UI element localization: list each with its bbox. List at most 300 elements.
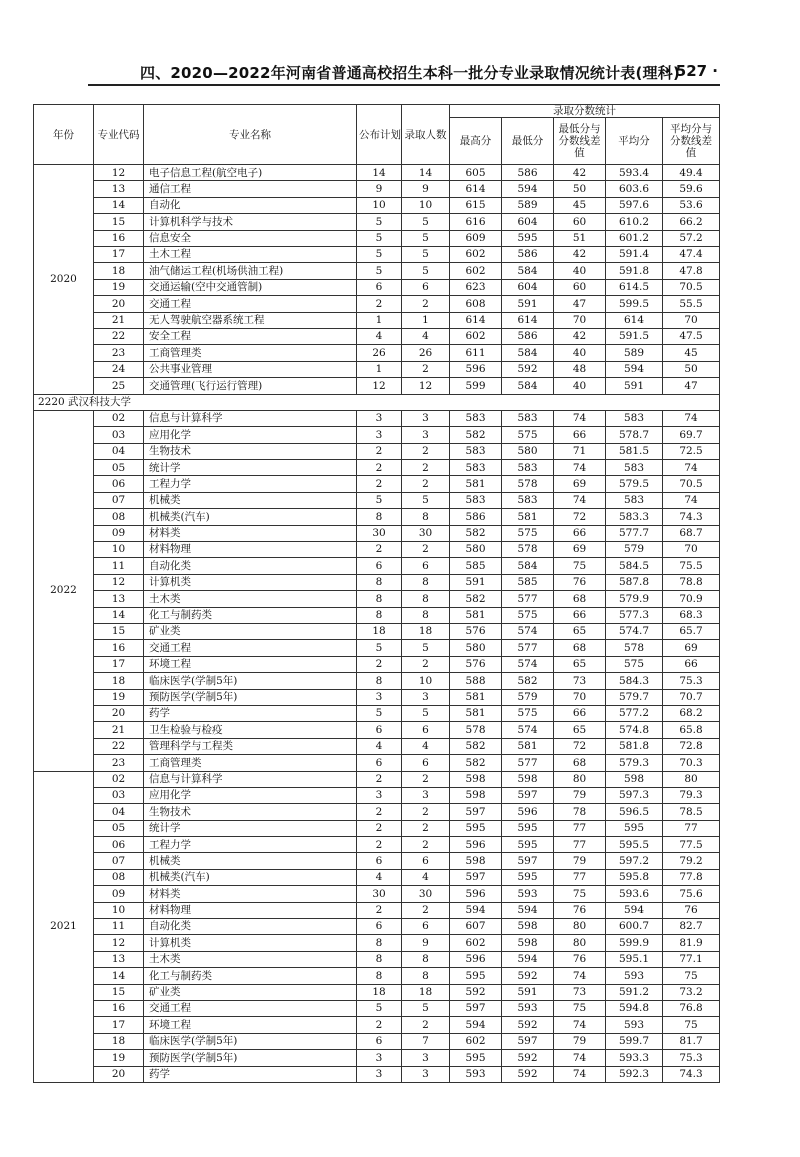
min-cell: 592 <box>502 1017 554 1033</box>
avg-diff-cell: 68.2 <box>663 705 720 721</box>
admitted-cell: 6 <box>402 722 450 738</box>
plan-cell: 3 <box>357 787 402 803</box>
col-code-header: 专业代码 <box>94 105 144 165</box>
min-diff-cell: 72 <box>554 509 606 525</box>
table-row <box>34 869 720 885</box>
table-row <box>34 755 720 771</box>
min-diff-cell: 73 <box>554 673 606 689</box>
avg-diff-cell: 50 <box>663 361 720 377</box>
min-diff-cell: 45 <box>554 197 606 213</box>
major-cell: 交通工程 <box>144 296 357 312</box>
min-cell: 595 <box>502 869 554 885</box>
major-cell: 信息与计算科学 <box>144 771 357 787</box>
max-cell: 596 <box>450 886 502 902</box>
code-cell: 04 <box>94 804 144 820</box>
max-cell: 597 <box>450 804 502 820</box>
max-cell: 581 <box>450 476 502 492</box>
major-cell: 临床医学(学制5年) <box>144 673 357 689</box>
admitted-cell: 2 <box>402 443 450 459</box>
max-cell: 608 <box>450 296 502 312</box>
min-diff-cell: 60 <box>554 279 606 295</box>
major-cell: 环境工程 <box>144 656 357 672</box>
avg-diff-cell: 70.5 <box>663 476 720 492</box>
min-cell: 575 <box>502 525 554 541</box>
avg-cell: 577.3 <box>606 607 663 623</box>
min-diff-cell: 72 <box>554 738 606 754</box>
min-cell: 584 <box>502 263 554 279</box>
max-cell: 581 <box>450 705 502 721</box>
code-cell: 19 <box>94 1050 144 1066</box>
min-cell: 582 <box>502 673 554 689</box>
avg-diff-cell: 81.9 <box>663 935 720 951</box>
min-cell: 574 <box>502 656 554 672</box>
min-cell: 575 <box>502 705 554 721</box>
avg-diff-cell: 77 <box>663 820 720 836</box>
plan-cell: 8 <box>357 574 402 590</box>
code-cell: 08 <box>94 869 144 885</box>
major-cell: 机械类 <box>144 492 357 508</box>
admitted-cell: 8 <box>402 968 450 984</box>
min-cell: 594 <box>502 181 554 197</box>
min-cell: 575 <box>502 607 554 623</box>
min-diff-cell: 68 <box>554 755 606 771</box>
avg-diff-cell: 72.5 <box>663 443 720 459</box>
max-cell: 611 <box>450 345 502 361</box>
code-cell: 02 <box>94 771 144 787</box>
major-cell: 机械类(汽车) <box>144 869 357 885</box>
avg-diff-cell: 55.5 <box>663 296 720 312</box>
min-diff-cell: 69 <box>554 476 606 492</box>
avg-cell: 591 <box>606 378 663 394</box>
min-diff-cell: 50 <box>554 181 606 197</box>
min-diff-cell: 42 <box>554 165 606 181</box>
min-diff-cell: 73 <box>554 984 606 1000</box>
plan-cell: 3 <box>357 689 402 705</box>
code-cell: 13 <box>94 951 144 967</box>
admitted-cell: 3 <box>402 1050 450 1066</box>
avg-cell: 587.8 <box>606 574 663 590</box>
avg-diff-cell: 74 <box>663 460 720 476</box>
min-cell: 581 <box>502 509 554 525</box>
min-diff-cell: 66 <box>554 607 606 623</box>
admitted-cell: 5 <box>402 247 450 263</box>
admitted-cell: 2 <box>402 460 450 476</box>
major-cell: 计算机科学与技术 <box>144 214 357 230</box>
min-diff-cell: 40 <box>554 378 606 394</box>
admitted-cell: 2 <box>402 296 450 312</box>
avg-diff-cell: 74 <box>663 410 720 426</box>
plan-cell: 1 <box>357 361 402 377</box>
table-row <box>34 492 720 508</box>
major-cell: 矿业类 <box>144 984 357 1000</box>
admitted-cell: 2 <box>402 804 450 820</box>
table-row <box>34 1066 720 1082</box>
plan-cell: 2 <box>357 476 402 492</box>
admitted-cell: 5 <box>402 1000 450 1016</box>
avg-cell: 595.8 <box>606 869 663 885</box>
max-cell: 585 <box>450 558 502 574</box>
avg-cell: 597.2 <box>606 853 663 869</box>
max-cell: 581 <box>450 689 502 705</box>
avg-diff-cell: 68.3 <box>663 607 720 623</box>
avg-diff-cell: 75.6 <box>663 886 720 902</box>
min-cell: 586 <box>502 247 554 263</box>
avg-diff-cell: 77.5 <box>663 837 720 853</box>
max-cell: 597 <box>450 869 502 885</box>
avg-diff-cell: 78.8 <box>663 574 720 590</box>
col-admitted-header: 录取人数 <box>402 105 450 165</box>
avg-cell: 610.2 <box>606 214 663 230</box>
code-cell: 14 <box>94 607 144 623</box>
avg-cell: 593 <box>606 1017 663 1033</box>
min-cell: 596 <box>502 804 554 820</box>
min-diff-cell: 66 <box>554 427 606 443</box>
page-title: 四、2020—2022年河南省普通高校招生本科一批分专业录取情况统计表(理科) <box>140 64 681 82</box>
plan-cell: 8 <box>357 968 402 984</box>
avg-cell: 589 <box>606 345 663 361</box>
avg-diff-cell: 79.3 <box>663 787 720 803</box>
admitted-cell: 3 <box>402 410 450 426</box>
admitted-cell: 3 <box>402 427 450 443</box>
plan-cell: 9 <box>357 181 402 197</box>
max-cell: 595 <box>450 1050 502 1066</box>
col-year-header: 年份 <box>34 105 94 165</box>
min-diff-cell: 75 <box>554 558 606 574</box>
code-cell: 22 <box>94 328 144 344</box>
avg-diff-cell: 70.7 <box>663 689 720 705</box>
code-cell: 15 <box>94 214 144 230</box>
avg-diff-cell: 80 <box>663 771 720 787</box>
admitted-cell: 5 <box>402 492 450 508</box>
code-cell: 20 <box>94 705 144 721</box>
col-min-header: 最低分 <box>502 118 554 165</box>
plan-cell: 2 <box>357 542 402 558</box>
min-cell: 591 <box>502 984 554 1000</box>
major-cell: 油气储运工程(机场供油工程) <box>144 263 357 279</box>
plan-cell: 18 <box>357 984 402 1000</box>
major-cell: 材料类 <box>144 886 357 902</box>
table-row <box>34 312 720 328</box>
table-row <box>34 361 720 377</box>
min-cell: 593 <box>502 1000 554 1016</box>
major-cell: 土木类 <box>144 951 357 967</box>
major-cell: 工商管理类 <box>144 755 357 771</box>
admitted-cell: 5 <box>402 263 450 279</box>
admitted-cell: 30 <box>402 525 450 541</box>
code-cell: 18 <box>94 673 144 689</box>
admitted-cell: 5 <box>402 230 450 246</box>
code-cell: 20 <box>94 296 144 312</box>
min-cell: 578 <box>502 542 554 558</box>
min-diff-cell: 65 <box>554 624 606 640</box>
plan-cell: 5 <box>357 214 402 230</box>
major-cell: 管理科学与工程类 <box>144 738 357 754</box>
admitted-cell: 30 <box>402 886 450 902</box>
min-cell: 614 <box>502 312 554 328</box>
avg-cell: 593.3 <box>606 1050 663 1066</box>
plan-cell: 5 <box>357 492 402 508</box>
plan-cell: 2 <box>357 296 402 312</box>
max-cell: 582 <box>450 591 502 607</box>
major-cell: 材料物理 <box>144 902 357 918</box>
avg-cell: 579.9 <box>606 591 663 607</box>
min-diff-cell: 68 <box>554 640 606 656</box>
table-row <box>34 263 720 279</box>
major-cell: 材料物理 <box>144 542 357 558</box>
code-cell: 12 <box>94 574 144 590</box>
admitted-cell: 10 <box>402 673 450 689</box>
max-cell: 596 <box>450 951 502 967</box>
year-cell: 2022 <box>34 410 94 771</box>
max-cell: 583 <box>450 460 502 476</box>
admitted-cell: 8 <box>402 509 450 525</box>
admitted-cell: 6 <box>402 279 450 295</box>
avg-cell: 597.6 <box>606 197 663 213</box>
min-diff-cell: 79 <box>554 853 606 869</box>
avg-cell: 599.7 <box>606 1033 663 1049</box>
avg-diff-cell: 59.6 <box>663 181 720 197</box>
min-diff-cell: 48 <box>554 361 606 377</box>
max-cell: 592 <box>450 984 502 1000</box>
table-row <box>34 558 720 574</box>
min-diff-cell: 47 <box>554 296 606 312</box>
max-cell: 582 <box>450 427 502 443</box>
min-cell: 598 <box>502 919 554 935</box>
code-cell: 24 <box>94 361 144 377</box>
table-row <box>34 427 720 443</box>
code-cell: 12 <box>94 935 144 951</box>
plan-cell: 5 <box>357 247 402 263</box>
major-cell: 计算机类 <box>144 935 357 951</box>
min-cell: 583 <box>502 410 554 426</box>
code-cell: 05 <box>94 460 144 476</box>
min-cell: 597 <box>502 853 554 869</box>
major-cell: 统计学 <box>144 820 357 836</box>
avg-cell: 600.7 <box>606 919 663 935</box>
avg-diff-cell: 77.8 <box>663 869 720 885</box>
max-cell: 623 <box>450 279 502 295</box>
max-cell: 597 <box>450 1000 502 1016</box>
max-cell: 586 <box>450 509 502 525</box>
max-cell: 614 <box>450 181 502 197</box>
avg-cell: 601.2 <box>606 230 663 246</box>
avg-cell: 614.5 <box>606 279 663 295</box>
col-avg-diff-header: 平均分与分数线差值 <box>663 118 720 165</box>
code-cell: 06 <box>94 837 144 853</box>
major-cell: 无人驾驶航空器系统工程 <box>144 312 357 328</box>
avg-cell: 594 <box>606 902 663 918</box>
major-cell: 交通管理(飞行运行管理) <box>144 378 357 394</box>
max-cell: 580 <box>450 640 502 656</box>
plan-cell: 2 <box>357 443 402 459</box>
avg-cell: 574.8 <box>606 722 663 738</box>
admitted-cell: 14 <box>402 165 450 181</box>
min-diff-cell: 76 <box>554 951 606 967</box>
major-cell: 交通工程 <box>144 640 357 656</box>
avg-diff-cell: 72.8 <box>663 738 720 754</box>
max-cell: 595 <box>450 968 502 984</box>
min-cell: 592 <box>502 1050 554 1066</box>
max-cell: 593 <box>450 1066 502 1082</box>
plan-cell: 3 <box>357 1066 402 1082</box>
avg-diff-cell: 74.3 <box>663 1066 720 1082</box>
admitted-cell: 6 <box>402 558 450 574</box>
avg-diff-cell: 79.2 <box>663 853 720 869</box>
admitted-cell: 1 <box>402 312 450 328</box>
min-diff-cell: 74 <box>554 492 606 508</box>
table-row <box>34 902 720 918</box>
code-cell: 16 <box>94 1000 144 1016</box>
avg-cell: 597.3 <box>606 787 663 803</box>
min-cell: 592 <box>502 361 554 377</box>
max-cell: 614 <box>450 312 502 328</box>
avg-cell: 592.3 <box>606 1066 663 1082</box>
max-cell: 605 <box>450 165 502 181</box>
max-cell: 583 <box>450 410 502 426</box>
admitted-cell: 2 <box>402 361 450 377</box>
major-cell: 信息与计算科学 <box>144 410 357 426</box>
avg-cell: 579.7 <box>606 689 663 705</box>
major-cell: 药学 <box>144 1066 357 1082</box>
min-diff-cell: 68 <box>554 591 606 607</box>
admitted-cell: 3 <box>402 689 450 705</box>
min-diff-cell: 76 <box>554 902 606 918</box>
min-cell: 579 <box>502 689 554 705</box>
code-cell: 23 <box>94 345 144 361</box>
major-cell: 交通工程 <box>144 1000 357 1016</box>
avg-cell: 583.3 <box>606 509 663 525</box>
code-cell: 16 <box>94 230 144 246</box>
plan-cell: 6 <box>357 558 402 574</box>
max-cell: 598 <box>450 853 502 869</box>
code-cell: 11 <box>94 558 144 574</box>
table-row <box>34 181 720 197</box>
code-cell: 08 <box>94 509 144 525</box>
max-cell: 583 <box>450 443 502 459</box>
avg-diff-cell: 75.3 <box>663 1050 720 1066</box>
table-row <box>34 165 720 181</box>
avg-diff-cell: 70.3 <box>663 755 720 771</box>
major-cell: 预防医学(学制5年) <box>144 689 357 705</box>
avg-diff-cell: 53.6 <box>663 197 720 213</box>
col-major-header: 专业名称 <box>144 105 357 165</box>
avg-cell: 577.2 <box>606 705 663 721</box>
code-cell: 20 <box>94 1066 144 1082</box>
max-cell: 602 <box>450 263 502 279</box>
plan-cell: 6 <box>357 279 402 295</box>
table-row <box>34 591 720 607</box>
code-cell: 17 <box>94 656 144 672</box>
major-cell: 预防医学(学制5年) <box>144 1050 357 1066</box>
code-cell: 21 <box>94 722 144 738</box>
min-diff-cell: 69 <box>554 542 606 558</box>
plan-cell: 2 <box>357 771 402 787</box>
table-row <box>34 574 720 590</box>
admitted-cell: 26 <box>402 345 450 361</box>
admitted-cell: 4 <box>402 328 450 344</box>
avg-cell: 596.5 <box>606 804 663 820</box>
min-cell: 577 <box>502 755 554 771</box>
min-diff-cell: 80 <box>554 919 606 935</box>
table-header <box>34 105 720 165</box>
major-cell: 交通运输(空中交通管制) <box>144 279 357 295</box>
avg-cell: 579 <box>606 542 663 558</box>
min-cell: 581 <box>502 738 554 754</box>
admitted-cell: 18 <box>402 624 450 640</box>
code-cell: 23 <box>94 755 144 771</box>
table-row <box>34 787 720 803</box>
avg-cell: 581.8 <box>606 738 663 754</box>
avg-diff-cell: 76.8 <box>663 1000 720 1016</box>
plan-cell: 5 <box>357 1000 402 1016</box>
avg-diff-cell: 47.4 <box>663 247 720 263</box>
major-cell: 通信工程 <box>144 181 357 197</box>
avg-diff-cell: 65.8 <box>663 722 720 738</box>
major-cell: 卫生检验与检疫 <box>144 722 357 738</box>
avg-diff-cell: 75 <box>663 968 720 984</box>
avg-cell: 593.4 <box>606 165 663 181</box>
max-cell: 582 <box>450 525 502 541</box>
admitted-cell: 8 <box>402 591 450 607</box>
code-cell: 22 <box>94 738 144 754</box>
major-cell: 材料类 <box>144 525 357 541</box>
code-cell: 09 <box>94 886 144 902</box>
avg-cell: 599.5 <box>606 296 663 312</box>
plan-cell: 3 <box>357 410 402 426</box>
max-cell: 607 <box>450 919 502 935</box>
min-diff-cell: 74 <box>554 460 606 476</box>
admitted-cell: 5 <box>402 640 450 656</box>
major-cell: 信息安全 <box>144 230 357 246</box>
avg-cell: 595 <box>606 820 663 836</box>
major-cell: 生物技术 <box>144 443 357 459</box>
max-cell: 591 <box>450 574 502 590</box>
plan-cell: 10 <box>357 197 402 213</box>
code-cell: 03 <box>94 427 144 443</box>
min-diff-cell: 74 <box>554 1066 606 1082</box>
table-row <box>34 689 720 705</box>
admitted-cell: 5 <box>402 214 450 230</box>
admitted-cell: 8 <box>402 951 450 967</box>
min-cell: 594 <box>502 951 554 967</box>
avg-cell: 594 <box>606 361 663 377</box>
code-cell: 13 <box>94 181 144 197</box>
min-diff-cell: 42 <box>554 247 606 263</box>
major-cell: 公共事业管理 <box>144 361 357 377</box>
avg-cell: 579.5 <box>606 476 663 492</box>
code-cell: 18 <box>94 1033 144 1049</box>
min-diff-cell: 80 <box>554 771 606 787</box>
avg-diff-cell: 75 <box>663 1017 720 1033</box>
code-cell: 25 <box>94 378 144 394</box>
avg-cell: 581.5 <box>606 443 663 459</box>
code-cell: 17 <box>94 1017 144 1033</box>
min-diff-cell: 42 <box>554 328 606 344</box>
major-cell: 自动化 <box>144 197 357 213</box>
max-cell: 582 <box>450 738 502 754</box>
min-cell: 577 <box>502 640 554 656</box>
min-cell: 583 <box>502 460 554 476</box>
avg-diff-cell: 68.7 <box>663 525 720 541</box>
admitted-cell: 18 <box>402 984 450 1000</box>
avg-cell: 595.1 <box>606 951 663 967</box>
code-cell: 05 <box>94 820 144 836</box>
col-plan-header: 公布计划 <box>357 105 402 165</box>
table-row <box>34 525 720 541</box>
min-cell: 594 <box>502 902 554 918</box>
code-cell: 15 <box>94 624 144 640</box>
max-cell: 596 <box>450 361 502 377</box>
